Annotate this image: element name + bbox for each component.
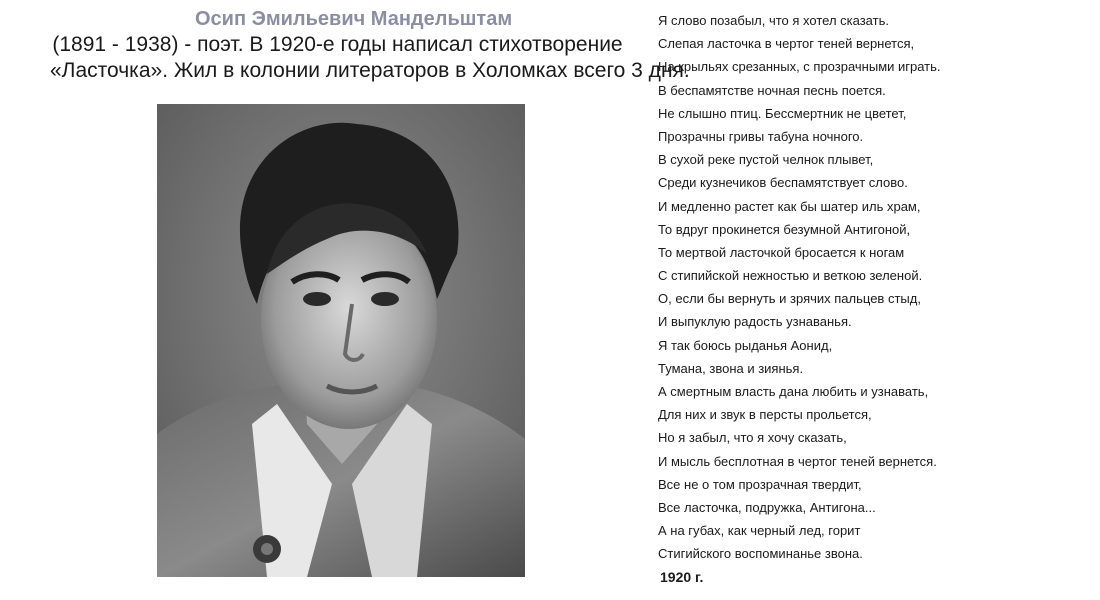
slide-caption — [50, 32, 690, 84]
poem-line: Все не о том прозрачная твердит, — [658, 476, 862, 492]
poem-line: А на губах, как черный лед, горит — [658, 523, 861, 539]
poem-line: С стипийской нежностью и веткою зеленой. — [658, 268, 923, 284]
poem-line: Я так боюсь рыданья Аонид, — [658, 337, 833, 353]
poem-line: И выпуклую радость узнаванья. — [658, 314, 852, 330]
portrait-photo — [157, 104, 525, 577]
portrait-photo-icon — [157, 104, 525, 577]
poem-year: 1920 г. — [660, 568, 704, 585]
poem-line: А смертным власть дана любить и узнавать, — [658, 384, 929, 399]
poem-line: И мысль бесплотная в чертог теней вернется. — [658, 453, 937, 469]
poem-line: Все ласточка, подружка, Антигона... — [658, 499, 876, 515]
poem-line: Не слышно птиц. Бессмертник не цветет, — [658, 105, 907, 121]
poem-line: Прозрачны гривы табуна ночного. — [658, 128, 864, 144]
poem-line: Стигийского воспоминанье звона. — [658, 546, 863, 562]
poem-line: О, если бы вернуть и зрячих пальцев стыд, — [658, 291, 921, 307]
caption-line-1: (1891 - 1938) - поэт. В 1920-е годы написал стихотворение — [52, 33, 623, 56]
caption-line-2: «Ласточка». Жил в колонии литераторов в Холомках всего 3 дня. — [50, 59, 690, 82]
poem-line: Слепая ласточка в чертог теней вернется, — [658, 36, 915, 52]
slide-title: Осип Эмильевич Мандельштам — [195, 8, 513, 30]
poem-line: На крыльях срезанных, с прозрачными играть. — [658, 59, 941, 75]
poem-line: В беспамятстве ночная песнь поется. — [658, 82, 886, 98]
poem-line: В сухой реке пустой челнок плывет, — [658, 152, 874, 168]
poem-line: Для них и звук в персты прольется, — [658, 407, 872, 423]
poem-line: Тумана, звона и зиянья. — [658, 360, 804, 376]
poem — [658, 9, 1078, 589]
poem-line: Но я забыл, что я хочу сказать, — [658, 430, 847, 446]
poem-line: И медленно растет как бы шатер иль храм, — [658, 198, 921, 214]
poem-line: Я слово позабыл, что я хотел сказать. — [658, 13, 889, 28]
poem-line: Среди кузнечиков беспамятствует слово. — [658, 175, 908, 191]
poem-line: То мертвой ласточкой бросается к ногам — [658, 244, 905, 260]
poem-line: То вдруг прокинется безумной Антигоной, — [658, 221, 911, 237]
